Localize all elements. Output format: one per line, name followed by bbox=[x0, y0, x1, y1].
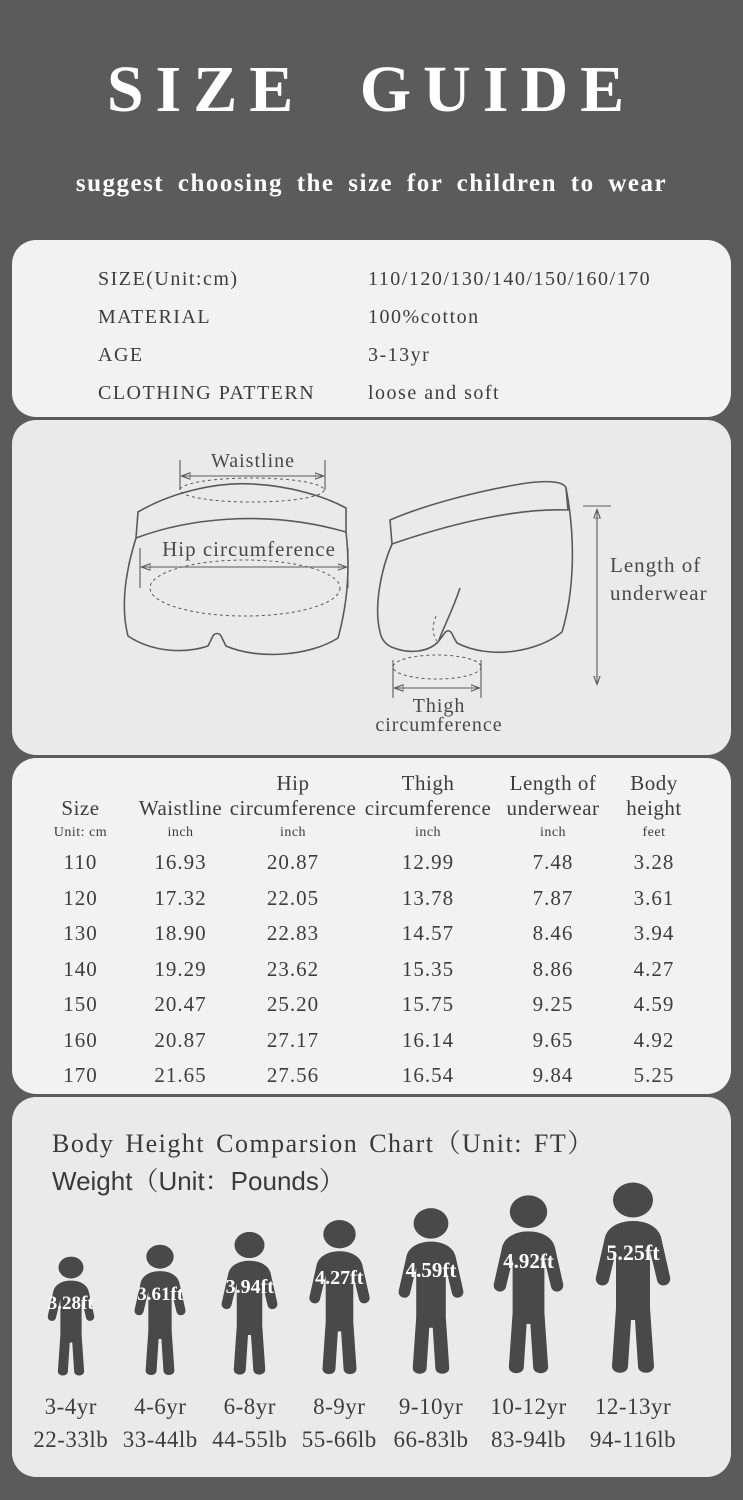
table-cell: 22.83 bbox=[266, 921, 320, 946]
product-info-value: 110/120/130/140/150/160/170 bbox=[368, 267, 652, 290]
figure-height-label: 3.94ft bbox=[225, 1275, 274, 1298]
table-cell: 7.87 bbox=[532, 885, 574, 910]
hip-circumference-label: Hip circumference bbox=[162, 537, 336, 561]
figure-age-label: 3-4yr bbox=[44, 1394, 97, 1419]
table-row bbox=[12, 1023, 731, 1059]
table-cell: 15.75 bbox=[401, 992, 455, 1017]
size-table-column-header bbox=[28, 771, 133, 845]
table-cell: 140 bbox=[63, 956, 98, 981]
length-of-underwear-label-line1: Length of bbox=[610, 553, 702, 577]
product-info-list bbox=[12, 240, 731, 412]
page-subtitle: suggest choosing the size for children to wear bbox=[75, 170, 668, 197]
figure-column bbox=[295, 1218, 385, 1451]
column-unit: inch bbox=[414, 825, 442, 840]
column-unit: inch bbox=[279, 825, 307, 840]
figure-column bbox=[478, 1193, 579, 1451]
figure-age-label: 12-13yr bbox=[594, 1394, 672, 1419]
table-cell: 160 bbox=[63, 1027, 98, 1052]
child-figure-icon bbox=[296, 1218, 383, 1380]
table-row bbox=[12, 1058, 731, 1094]
table-cell: 7.48 bbox=[532, 850, 574, 875]
table-cell: 150 bbox=[63, 992, 98, 1017]
figure-age-label: 9-10yr bbox=[398, 1394, 464, 1419]
underwear-measurement-diagram-icon bbox=[12, 420, 731, 755]
figure-height-label: 3.61ft bbox=[137, 1284, 184, 1306]
product-info-row bbox=[98, 260, 731, 298]
figure-weight-label: 33-44lb bbox=[122, 1427, 198, 1452]
table-cell: 16.93 bbox=[154, 850, 207, 875]
column-name: Hip circumference bbox=[229, 771, 357, 820]
size-table-column-header bbox=[358, 771, 498, 845]
table-cell: 25.20 bbox=[266, 992, 320, 1017]
product-info-row bbox=[98, 336, 731, 374]
height-chart-card bbox=[12, 1097, 731, 1477]
table-cell: 27.17 bbox=[266, 1027, 320, 1052]
table-cell: 110 bbox=[63, 850, 98, 875]
table-cell: 12.99 bbox=[401, 850, 455, 875]
product-info-label: MATERIAL bbox=[98, 305, 212, 328]
table-cell: 16.14 bbox=[401, 1027, 455, 1052]
table-cell: 18.90 bbox=[154, 921, 207, 946]
table-row bbox=[12, 881, 731, 917]
child-figure-icon bbox=[478, 1193, 579, 1380]
page-title: SIZE GUIDE bbox=[106, 53, 637, 126]
figure-weight-label: 22-33lb bbox=[33, 1427, 109, 1452]
figure-age-label: 4-6yr bbox=[134, 1394, 187, 1419]
table-cell: 20.87 bbox=[154, 1027, 207, 1052]
product-info-card bbox=[12, 240, 731, 417]
figure-age-label: 10-12yr bbox=[490, 1394, 567, 1419]
height-chart-title: Body Height Comparsion Chart（Unit: FT） bbox=[52, 1129, 595, 1158]
table-cell: 21.65 bbox=[154, 1063, 207, 1088]
figure-weight-label: 94-116lb bbox=[589, 1427, 677, 1452]
measurement-diagram-card bbox=[12, 420, 731, 755]
table-cell: 4.92 bbox=[633, 1027, 675, 1052]
product-info-row bbox=[98, 298, 731, 336]
size-table bbox=[12, 758, 731, 1094]
product-info-label: SIZE(Unit:cm) bbox=[98, 267, 239, 290]
table-cell: 120 bbox=[63, 885, 98, 910]
table-cell: 27.56 bbox=[266, 1063, 320, 1088]
column-name: Length of underwear bbox=[506, 771, 600, 820]
column-unit: inch bbox=[539, 825, 567, 840]
column-unit: feet bbox=[642, 825, 666, 840]
table-cell: 13.78 bbox=[401, 885, 455, 910]
table-cell: 15.35 bbox=[401, 956, 455, 981]
product-info-label: CLOTHING PATTERN bbox=[98, 381, 316, 404]
figure-height-label: 4.92ft bbox=[503, 1248, 554, 1273]
table-cell: 19.29 bbox=[154, 956, 207, 981]
table-cell: 20.47 bbox=[154, 992, 207, 1017]
size-table-column-header bbox=[608, 771, 700, 845]
weight-chart-title: Weight（Unit：Pounds） bbox=[52, 1166, 345, 1196]
table-cell: 14.57 bbox=[401, 921, 455, 946]
figure-height-label: 4.59ft bbox=[405, 1257, 457, 1282]
figure-height-label: 3.28ft bbox=[47, 1292, 94, 1314]
table-cell: 3.94 bbox=[633, 921, 675, 946]
length-of-underwear-label-line2: underwear bbox=[610, 581, 708, 605]
table-cell: 8.86 bbox=[532, 956, 574, 981]
table-cell: 9.25 bbox=[532, 992, 574, 1017]
table-row bbox=[12, 952, 731, 988]
table-cell: 9.84 bbox=[532, 1063, 574, 1088]
column-unit: Unit: cm bbox=[53, 825, 108, 840]
figure-column bbox=[116, 1243, 206, 1451]
figure-column bbox=[26, 1255, 116, 1451]
product-info-value: 100%cotton bbox=[368, 305, 480, 328]
table-cell: 9.65 bbox=[532, 1027, 574, 1052]
figure-age-label: 8-9yr bbox=[313, 1394, 366, 1419]
table-cell: 20.87 bbox=[266, 850, 320, 875]
child-figure-icon bbox=[579, 1180, 687, 1380]
size-table-body bbox=[12, 845, 731, 1094]
table-cell: 3.61 bbox=[633, 885, 675, 910]
column-name: Body height bbox=[626, 771, 682, 820]
column-unit: inch bbox=[167, 825, 194, 840]
table-row bbox=[12, 845, 731, 881]
child-figure-icon bbox=[384, 1206, 478, 1380]
table-cell: 170 bbox=[63, 1063, 98, 1088]
size-table-card bbox=[12, 758, 731, 1094]
waistline-label: Waistline bbox=[210, 450, 296, 472]
figure-weight-label: 83-94lb bbox=[490, 1427, 567, 1452]
product-info-label: AGE bbox=[98, 343, 144, 366]
table-cell: 17.32 bbox=[154, 885, 207, 910]
figure-weight-label: 55-66lb bbox=[301, 1427, 377, 1452]
size-table-column-header bbox=[498, 771, 608, 845]
figure-column bbox=[384, 1206, 478, 1451]
figures-row bbox=[26, 1180, 687, 1451]
thigh-circumference-label-line2: circumference bbox=[375, 714, 503, 736]
figure-age-label: 6-8yr bbox=[223, 1394, 276, 1419]
product-info-row bbox=[98, 374, 731, 412]
table-row bbox=[12, 916, 731, 952]
child-figure-icon bbox=[209, 1230, 290, 1380]
column-name: Waistline bbox=[138, 796, 223, 820]
table-cell: 5.25 bbox=[633, 1063, 675, 1088]
table-cell: 8.46 bbox=[532, 921, 574, 946]
figure-column bbox=[579, 1180, 687, 1451]
size-table-column-header bbox=[228, 771, 358, 845]
column-name: Thigh circumference bbox=[364, 771, 492, 820]
table-cell: 4.27 bbox=[633, 956, 675, 981]
thigh-circumference-label-line1: Thigh bbox=[412, 695, 466, 717]
table-row bbox=[12, 987, 731, 1023]
size-table-header bbox=[12, 771, 731, 845]
child-figure-icon bbox=[37, 1255, 105, 1380]
product-info-value: loose and soft bbox=[368, 381, 501, 404]
table-cell: 23.62 bbox=[266, 956, 320, 981]
child-figure-icon bbox=[123, 1243, 197, 1380]
table-cell: 3.28 bbox=[633, 850, 675, 875]
figure-height-label: 4.27ft bbox=[315, 1267, 364, 1290]
size-table-column-header bbox=[133, 771, 228, 845]
table-cell: 4.59 bbox=[633, 992, 675, 1017]
figure-weight-label: 44-55lb bbox=[212, 1427, 288, 1452]
table-cell: 22.05 bbox=[266, 885, 320, 910]
column-name: Size bbox=[61, 796, 100, 820]
figure-column bbox=[205, 1230, 295, 1451]
figure-weight-label: 66-83lb bbox=[393, 1427, 469, 1452]
figure-height-label: 5.25ft bbox=[606, 1240, 660, 1265]
table-cell: 130 bbox=[63, 921, 98, 946]
product-info-value: 3-13yr bbox=[368, 343, 431, 366]
table-cell: 16.54 bbox=[401, 1063, 455, 1088]
